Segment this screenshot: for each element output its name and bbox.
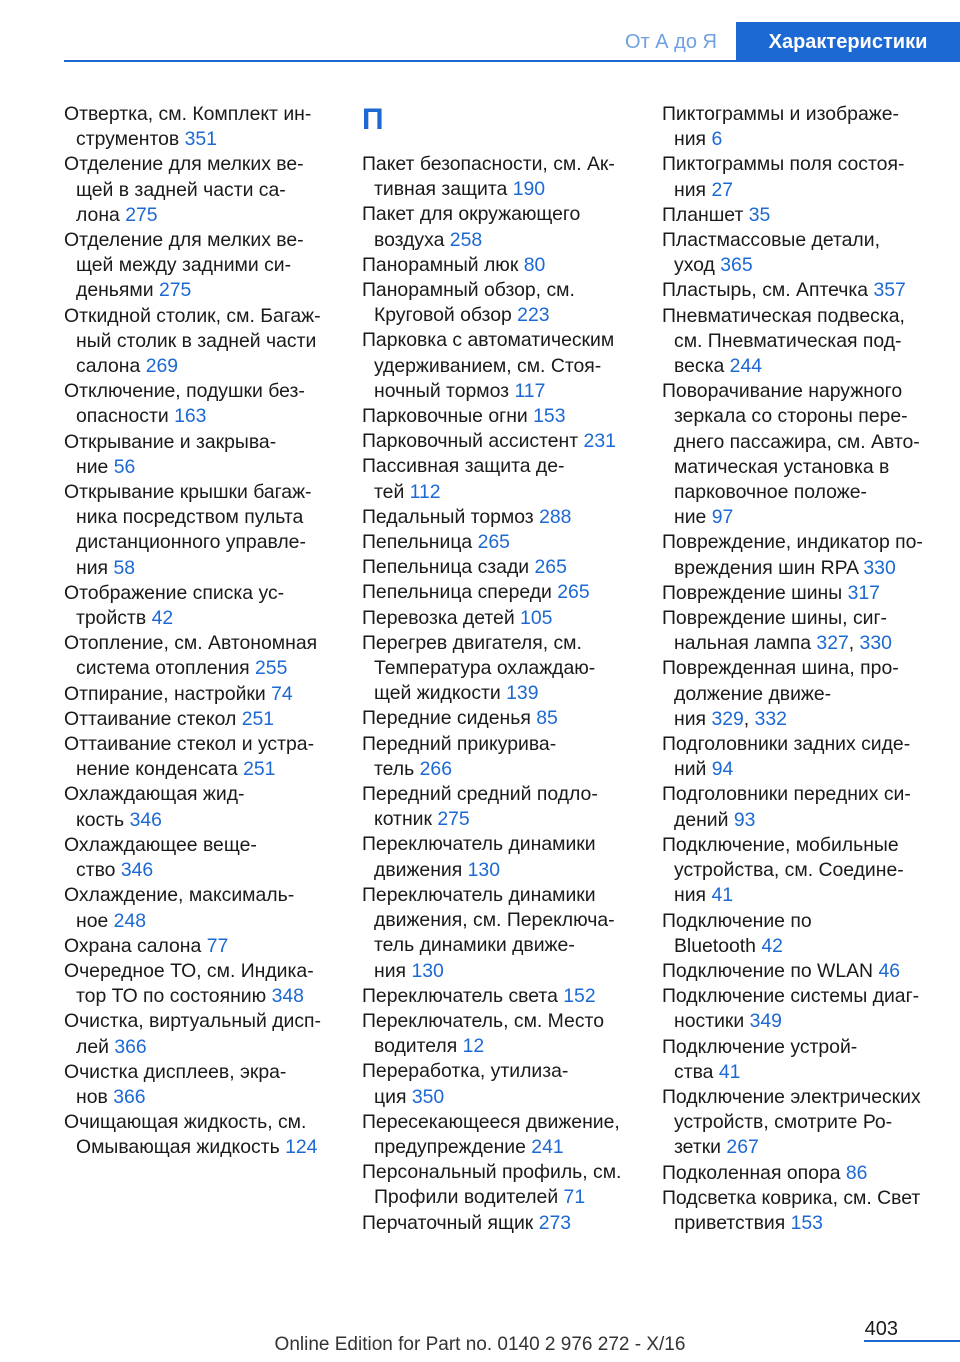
page-link[interactable]: 153 xyxy=(790,1211,823,1234)
index-column-3 xyxy=(662,102,936,1236)
index-entry-text: Персональный профиль, см. Профили водителей xyxy=(362,1161,622,1209)
index-entry-text: Подключение, мобильные устройства, см. Соедине- ния xyxy=(662,833,904,907)
index-entry-text: Повреждение шины xyxy=(662,581,843,604)
index-entry-text: Подголовники задних сиде- ний xyxy=(662,733,911,781)
index-entry-text: Поворачивание наружного зеркала со стороны пере- днего пассажира, см. Авто- матическая установка в парковочное положе- ние xyxy=(662,380,920,529)
index-entry xyxy=(662,1085,936,1161)
page-link[interactable]: 267 xyxy=(726,1136,759,1159)
page-link[interactable]: 42 xyxy=(761,934,783,957)
index-entry-text: Пассивная защита де- тей xyxy=(362,455,565,503)
index-entry xyxy=(64,732,336,782)
index-entry xyxy=(362,152,634,202)
index-column-2 xyxy=(362,102,634,1236)
page-link[interactable]: 351 xyxy=(184,128,217,151)
index-entry-text: Перегрев двигателя, см. Температура охлаждаю- щей жидкости xyxy=(362,631,596,705)
page-link[interactable]: 266 xyxy=(419,757,452,780)
index-entry xyxy=(64,379,336,429)
index-entry xyxy=(662,959,936,984)
index-entry-text: Подсветка коврика, см. Свет приветствия xyxy=(662,1186,921,1234)
index-entry-text: Охлаждение, максималь- ное xyxy=(64,884,295,932)
index-entry xyxy=(362,606,634,631)
index-entry xyxy=(362,984,634,1009)
index-entry-text: Парковочные огни xyxy=(362,405,528,428)
page-link[interactable]: 349 xyxy=(749,1010,782,1033)
index-entry xyxy=(362,883,634,984)
index-entry xyxy=(362,631,634,707)
edition-footer: Online Edition for Part no. 0140 2 976 272 - X/16 xyxy=(274,1334,686,1355)
index-entry-text: Охрана салона xyxy=(64,934,202,957)
page-link[interactable]: 71 xyxy=(563,1186,586,1209)
page-link[interactable]: 231 xyxy=(583,430,616,453)
index-entry xyxy=(362,429,634,454)
index-entry xyxy=(64,228,336,304)
page-link[interactable]: 42 xyxy=(151,607,174,630)
page-link[interactable]: 255 xyxy=(255,657,288,680)
page-link[interactable]: 244 xyxy=(729,355,763,378)
page-link[interactable]: 6 xyxy=(711,128,723,151)
page-link[interactable]: 329 xyxy=(711,707,744,730)
index-entry xyxy=(64,304,336,380)
index-entry xyxy=(662,732,936,782)
index-entry-text: Отвертка, см. Комплект ин- струментов xyxy=(64,103,312,151)
page-link[interactable]: 12 xyxy=(462,1035,485,1058)
page-link[interactable]: 265 xyxy=(477,531,510,554)
page-number: 403 xyxy=(864,1318,898,1340)
page-link[interactable]: 330 xyxy=(863,556,896,579)
page-link[interactable]: 130 xyxy=(411,959,444,982)
page-link[interactable]: 46 xyxy=(878,959,901,982)
page-link[interactable]: 86 xyxy=(845,1161,868,1184)
page-link[interactable]: 80 xyxy=(523,253,546,276)
page-link[interactable]: 348 xyxy=(271,985,304,1008)
page-link[interactable]: 27 xyxy=(711,178,734,201)
index-entry-text: Поврежденная шина, про- должение движе- ния xyxy=(662,657,899,730)
index-entry-text: Переработка, утилиза- ция xyxy=(362,1060,569,1108)
index-entry xyxy=(362,580,634,605)
index-entry xyxy=(64,581,336,631)
index-entry-text: Пепельница сзади xyxy=(362,556,530,579)
index-entry-text: Охлаждающее веще- ство xyxy=(64,833,257,882)
index-entry-text: Оттаивание стекол и устра- нение конденсата xyxy=(64,733,315,781)
tab-characteristics[interactable]: Характеристики xyxy=(736,22,960,62)
page-link[interactable]: 327 xyxy=(816,632,849,655)
index-entry xyxy=(362,202,634,252)
page-link[interactable]: 251 xyxy=(243,758,276,781)
index-entry xyxy=(662,984,936,1034)
index-entry xyxy=(662,102,936,152)
page-link[interactable]: 41 xyxy=(711,884,734,907)
tab-a-to-z[interactable]: От А до Я xyxy=(625,31,717,53)
index-entry-text: Отключение, подушки без- опасности xyxy=(64,380,305,428)
index-entry-text: Пепельница спереди xyxy=(362,581,552,604)
index-entry-text: Планшет xyxy=(662,203,744,226)
index-entry xyxy=(662,152,936,202)
page-link[interactable]: 93 xyxy=(733,808,756,831)
index-entry-text: Отображение списка ус- тройств xyxy=(64,581,285,630)
index-entry xyxy=(64,833,336,883)
page-link[interactable]: 366 xyxy=(113,1085,146,1108)
index-entry-text: Повреждение шины, сиг- нальная лампа xyxy=(662,607,888,655)
index-entry xyxy=(362,404,634,429)
index-entry xyxy=(64,152,336,228)
index-entry-text: Пиктограммы поля состоя- ния xyxy=(662,153,905,201)
index-entry-text: Парковочный ассистент xyxy=(362,430,579,453)
index-entry-text: Очистка, виртуальный дисп- лей xyxy=(64,1010,321,1058)
index-entry xyxy=(362,1211,634,1236)
page-link[interactable]: 248 xyxy=(113,909,147,932)
page-link[interactable]: 152 xyxy=(563,984,596,1007)
page-link[interactable]: 357 xyxy=(873,279,906,302)
index-entry-text: Откидной столик, см. Багаж- ный столик в задней части салона xyxy=(64,304,321,378)
index-entry xyxy=(662,304,936,380)
index-entry-text: Подключение устрой- ства xyxy=(662,1035,858,1083)
page-link[interactable]: 275 xyxy=(437,808,470,831)
index-entry xyxy=(362,253,634,278)
index-entry-text: Перчаточный ящик xyxy=(362,1211,534,1234)
page-link[interactable]: 265 xyxy=(557,581,590,604)
index-entry-text: Оттаивание стекол xyxy=(64,707,237,730)
index-entry xyxy=(64,1110,336,1160)
index-entry-text: Передний средний подло- котник xyxy=(362,783,598,831)
index-entry xyxy=(362,454,634,504)
index-entry xyxy=(662,1161,936,1186)
index-entry-text: Пластмассовые детали, уход xyxy=(662,229,880,277)
page-link[interactable]: 35 xyxy=(748,203,771,226)
index-entry-text: Отпирание, настройки xyxy=(64,682,266,705)
index-entry xyxy=(64,782,336,832)
page-link[interactable]: 58 xyxy=(113,556,136,579)
index-entry-text: Подключение электрических устройств, смотрите Ро- зетки xyxy=(662,1085,921,1159)
index-entry xyxy=(662,379,936,530)
index-entry-text: Переключатель динамики движения xyxy=(362,833,596,881)
index-entry xyxy=(662,278,936,303)
page-link[interactable]: 273 xyxy=(538,1211,572,1234)
index-entry-text: Переключатель света xyxy=(362,984,558,1007)
index-entry xyxy=(662,1186,936,1236)
index-entry xyxy=(662,782,936,832)
page-link[interactable]: 275 xyxy=(158,279,192,302)
index-entry xyxy=(362,782,634,832)
index-entry xyxy=(64,480,336,581)
index-entry-text: Перевозка детей xyxy=(362,606,515,629)
page-link[interactable]: 117 xyxy=(514,379,546,402)
index-entry-text: Пакет безопасности, см. Ак- тивная защита xyxy=(362,153,615,201)
index-entry-text: Подголовники передних си- дений xyxy=(662,783,911,831)
index-entry-text: Переключатель, см. Место водителя xyxy=(362,1009,604,1058)
page-link[interactable]: 275 xyxy=(125,203,158,226)
page-link[interactable]: 330 xyxy=(859,632,892,655)
index-entry xyxy=(662,1035,936,1085)
page-link[interactable]: 56 xyxy=(113,455,136,478)
index-entry-text: Переключатель динамики движения, см. Переключа- тель динамики движе- ния xyxy=(362,883,615,982)
index-entry xyxy=(64,934,336,959)
index-entry xyxy=(362,555,634,580)
index-entry-text: Пневматическая подвеска, см. Пневматическая под- веска xyxy=(662,304,905,378)
index-entry-text: Передний прикурива- тель xyxy=(362,732,557,780)
page-link[interactable]: 124 xyxy=(285,1136,318,1159)
page-link[interactable]: 97 xyxy=(711,506,734,529)
index-entry xyxy=(64,102,336,152)
page-link[interactable]: 288 xyxy=(539,505,572,528)
index-entry-text: Повреждение, индикатор по- вреждения шин RPA xyxy=(662,531,923,579)
index-entry xyxy=(662,833,936,909)
index-entry-text: Педальный тормоз xyxy=(362,505,534,528)
index-entry xyxy=(362,1009,634,1059)
index-entry xyxy=(662,228,936,278)
index-entry-text: Подключение по WLAN xyxy=(662,959,874,982)
page-link[interactable]: 163 xyxy=(174,405,207,428)
index-entry-text: Очистка дисплеев, экра- нов xyxy=(64,1060,287,1108)
page-link[interactable]: 130 xyxy=(467,858,500,881)
page-link[interactable]: 74 xyxy=(271,682,293,705)
index-entry xyxy=(362,832,634,882)
page-link[interactable]: 105 xyxy=(520,606,553,629)
index-entry-text: Подключение по Bluetooth xyxy=(662,909,812,957)
index-entry xyxy=(64,430,336,480)
page-link[interactable]: 85 xyxy=(536,707,558,730)
index-entry-text: Пепельница xyxy=(362,531,473,554)
page-link[interactable]: 332 xyxy=(754,707,787,730)
page-link[interactable]: 112 xyxy=(409,480,441,503)
index-entry-text: Очередное ТО, см. Индика- тор ТО по состоянию xyxy=(64,959,314,1008)
page-link[interactable]: 139 xyxy=(506,682,539,705)
index-entry xyxy=(362,706,634,731)
page-link[interactable]: 190 xyxy=(512,178,546,201)
index-entry-text: Отопление, см. Автономная система отопления xyxy=(64,632,318,680)
index-entry-text: Пластырь, см. Аптечка xyxy=(662,279,869,302)
page-link[interactable]: 251 xyxy=(241,707,275,730)
page-link[interactable]: 346 xyxy=(129,808,162,831)
index-entry-text: Открывание крышки багаж- ника посредством пульта дистанционного управле- ния xyxy=(64,481,312,579)
index-entry xyxy=(362,328,634,404)
index-entry xyxy=(64,959,336,1009)
index-entry xyxy=(362,732,634,782)
index-entry xyxy=(362,1110,634,1160)
index-entry xyxy=(662,909,936,959)
page-link[interactable]: 350 xyxy=(411,1085,445,1108)
index-entry-text: Подколенная опора xyxy=(662,1161,841,1184)
index-column-1 xyxy=(64,102,336,1161)
page-link[interactable]: 346 xyxy=(120,859,154,882)
index-entry xyxy=(662,203,936,228)
index-entry: Поврежденная шина, про- должение движе- ния 329, 332 xyxy=(662,657,899,730)
index-entry: Повреждение шины, сиг- нальная лампа 327, 330 xyxy=(662,607,892,655)
page-link[interactable]: 365 xyxy=(720,254,753,277)
index-entry xyxy=(64,707,336,732)
index-entry-text: Пересекающееся движение, предупреждение xyxy=(362,1110,620,1158)
index-entry xyxy=(662,530,936,580)
index-entry-text: Панорамный обзор, см. Круговой обзор xyxy=(362,279,575,327)
page-link[interactable]: 366 xyxy=(114,1035,147,1058)
index-entry-text: Охлаждающая жид- кость xyxy=(64,783,245,831)
index-entry xyxy=(362,1059,634,1109)
index-entry xyxy=(64,1009,336,1059)
index-entry-text: Открывание и закрыва- ние xyxy=(64,430,277,478)
page-link[interactable]: 317 xyxy=(847,581,880,604)
index-entry-text: Парковка с автоматическим удерживанием, см. Стоя- ночный тормоз xyxy=(362,329,615,402)
index-entry xyxy=(64,1060,336,1110)
section-letter: П xyxy=(362,103,384,136)
index-entry xyxy=(662,581,936,606)
index-entry-text: Отделение для мелких ве- щей между задними си- деньями xyxy=(64,229,304,302)
page-link[interactable]: 41 xyxy=(718,1060,741,1083)
page-link[interactable]: 269 xyxy=(145,355,179,378)
index-entry-text: Пакет для окружающего воздуха xyxy=(362,203,581,251)
index-entry xyxy=(362,505,634,530)
index-entry xyxy=(362,1160,634,1210)
page-link[interactable]: 94 xyxy=(711,758,734,781)
page-link[interactable]: 258 xyxy=(449,228,483,251)
index-entry xyxy=(64,883,336,933)
index-entry xyxy=(362,278,634,328)
index-entry xyxy=(64,682,336,707)
page-link[interactable]: 223 xyxy=(517,304,550,327)
index-entry-text: Пиктограммы и изображе- ния xyxy=(662,103,899,151)
index-entry-text: Панорамный люк xyxy=(362,253,519,276)
page-link[interactable]: 241 xyxy=(531,1135,564,1158)
page-link[interactable]: 77 xyxy=(206,934,229,957)
index-entry-text: Передние сиденья xyxy=(362,707,531,730)
index-entry-text: Подключение системы диаг- ностики xyxy=(662,985,920,1033)
index-entry-text: Очищающая жидкость, см. Омывающая жидкость xyxy=(64,1111,307,1159)
page-link[interactable]: 153 xyxy=(533,405,566,428)
index-entry-text: Отделение для мелких ве- щей в задней части са- лона xyxy=(64,153,304,226)
page-link[interactable]: 265 xyxy=(534,556,567,579)
index-entry xyxy=(362,530,634,555)
index-entry xyxy=(64,631,336,681)
